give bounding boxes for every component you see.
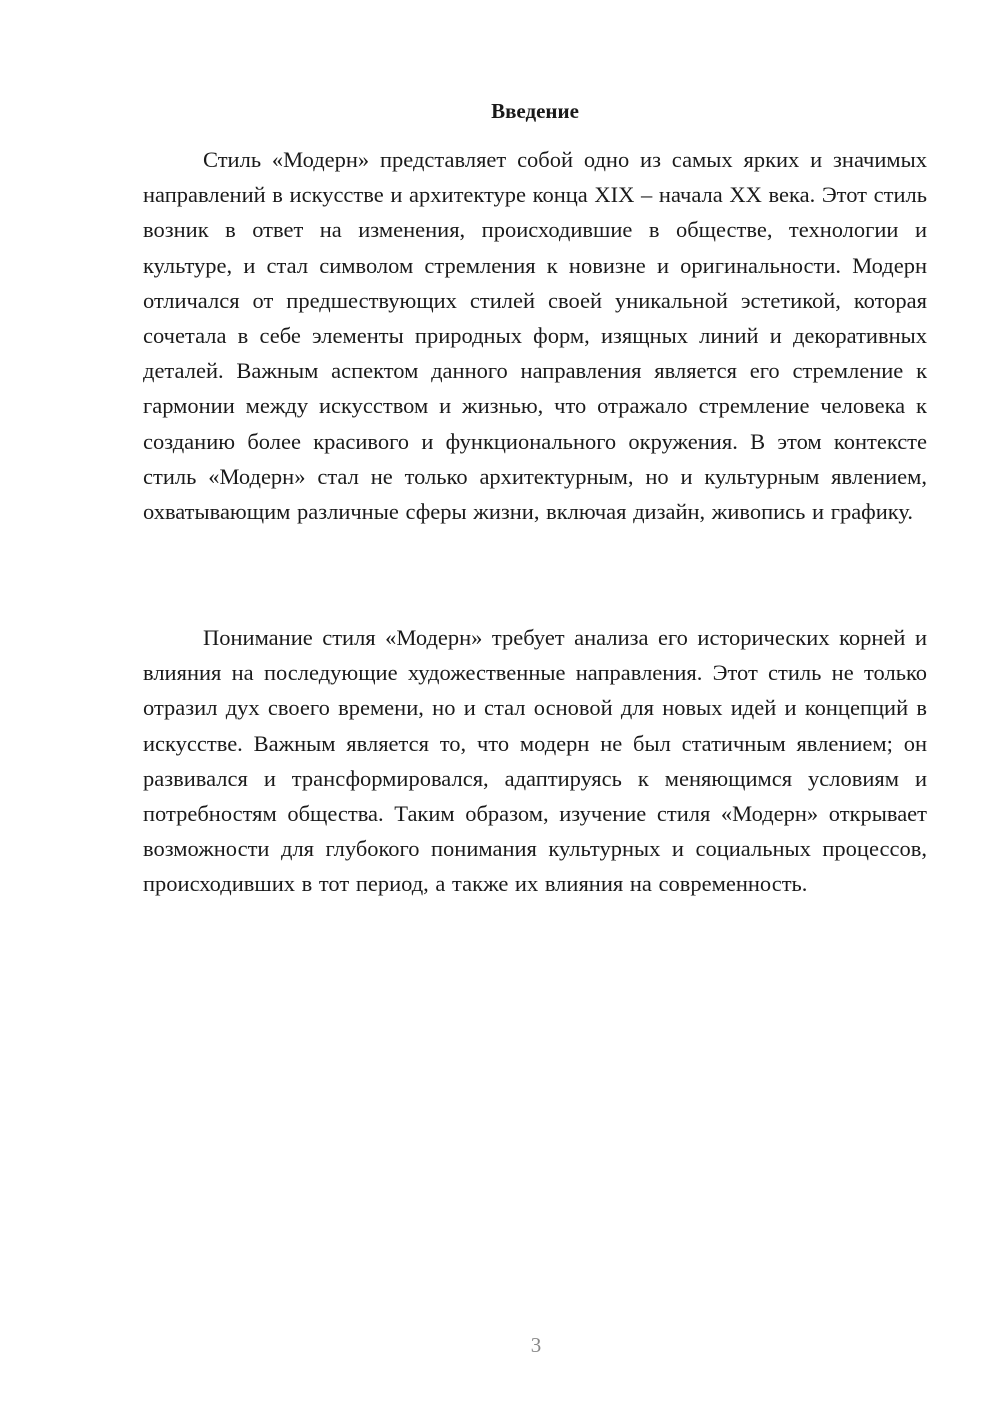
body-paragraph-2: Понимание стиля «Модерн» требует анализа его исторических корней и влияния на последующие художественные направления. Этот стиль не только отразил дух своего времени, но и стал основой для новых идей и концепций в искусстве. Важным является то, что модерн не был статичным явлением; он развивался и трансформировался, адаптируясь к меняющимся условиям и потребностям общества. Таким образом, изучение стиля «Модерн» открывает возможности для глубокого понимания культурных и социальных процессов, происходивших в тот период, а также их влияния на современность. — [143, 625, 927, 897]
body-paragraph-1: Стиль «Модерн» представляет собой одно из самых ярких и значимых направлений в искусстве и архитектуре конца XIX – начала XX века. Этот стиль возник в ответ на изменения, происходившие в обществе, технологии и культуре, и стал символом стремления к новизне и оригинальности. Модерн отличался от предшествующих стилей своей уникальной эстетикой, которая сочетала в себе элементы природных форм, изящных линий и декоративных деталей. Важным аспектом данного направления является его стремление к гармонии между искусством и жизнью, что отражало стремление человека к созданию более красивого и функционального окружения. В этом контексте стиль «Модерн» стал не только архитектурным, но и культурным явлением, охватывающим различные сферы жизни, включая дизайн, живопись и графику. — [143, 147, 927, 525]
page-number: 3 — [530, 1333, 542, 1357]
section-heading: Введение — [491, 99, 579, 123]
